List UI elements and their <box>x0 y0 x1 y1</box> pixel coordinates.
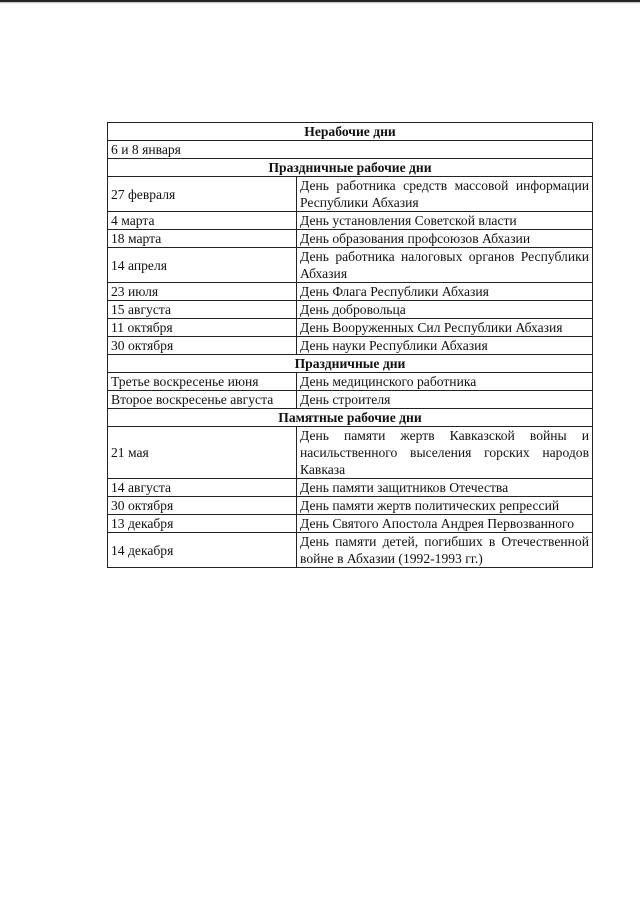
row-date: 6 и 8 января <box>108 141 593 159</box>
section-header-memorial <box>108 409 593 427</box>
table-row <box>108 283 593 301</box>
table-row <box>108 337 593 355</box>
table-row <box>108 301 593 319</box>
section-header-holiday-working <box>108 159 593 177</box>
row-date: 30 октября <box>108 337 297 355</box>
row-description: День работника средств массовой информации Республики Абхазия <box>297 177 593 212</box>
row-description: День памяти детей, погибших в Отечественной войне в Абхазии (1992-1993 гг.) <box>297 533 593 568</box>
row-description: День установления Советской власти <box>297 212 593 230</box>
row-description: День Святого Апостола Андрея Первозванного <box>297 515 593 533</box>
row-date: 13 декабря <box>108 515 297 533</box>
row-description: День медицинского работника <box>297 373 593 391</box>
row-date: 14 декабря <box>108 533 297 568</box>
row-description: День науки Республики Абхазия <box>297 337 593 355</box>
table-row <box>108 319 593 337</box>
row-description: День памяти жертв политических репрессий <box>297 497 593 515</box>
row-date: Второе воскресенье августа <box>108 391 297 409</box>
row-date: 30 октября <box>108 497 297 515</box>
table-row <box>108 427 593 479</box>
row-date: 4 марта <box>108 212 297 230</box>
table-row <box>108 515 593 533</box>
table-row <box>108 230 593 248</box>
row-date: 14 августа <box>108 479 297 497</box>
section-header-holidays <box>108 355 593 373</box>
row-date: 14 апреля <box>108 248 297 283</box>
section-title: Нерабочие дни <box>108 123 593 141</box>
row-date: 15 августа <box>108 301 297 319</box>
holidays-table <box>107 122 593 568</box>
row-date: 21 мая <box>108 427 297 479</box>
section-header-nonworking <box>108 123 593 141</box>
row-date: 23 июля <box>108 283 297 301</box>
row-description: День Флага Республики Абхазия <box>297 283 593 301</box>
row-date: 11 октября <box>108 319 297 337</box>
table-row <box>108 533 593 568</box>
table-row <box>108 212 593 230</box>
table-row <box>108 248 593 283</box>
row-date: 18 марта <box>108 230 297 248</box>
row-date: 27 февраля <box>108 177 297 212</box>
row-date: Третье воскресенье июня <box>108 373 297 391</box>
section-title: Праздничные рабочие дни <box>108 159 593 177</box>
scan-top-border <box>0 0 640 4</box>
row-description: День Вооруженных Сил Республики Абхазия <box>297 319 593 337</box>
row-description: День образования профсоюзов Абхазии <box>297 230 593 248</box>
table-row <box>108 479 593 497</box>
row-description: День добровольца <box>297 301 593 319</box>
section-title: Памятные рабочие дни <box>108 409 593 427</box>
row-description: День работника налоговых органов Республики Абхазия <box>297 248 593 283</box>
row-description: День строителя <box>297 391 593 409</box>
table-row <box>108 373 593 391</box>
table-row <box>108 141 593 159</box>
table-row <box>108 391 593 409</box>
row-description: День памяти защитников Отечества <box>297 479 593 497</box>
table-row <box>108 497 593 515</box>
table-row <box>108 177 593 212</box>
section-title: Праздничные дни <box>108 355 593 373</box>
row-description: День памяти жертв Кавказской войны и насильственного выселения горских народов Кавказа <box>297 427 593 479</box>
